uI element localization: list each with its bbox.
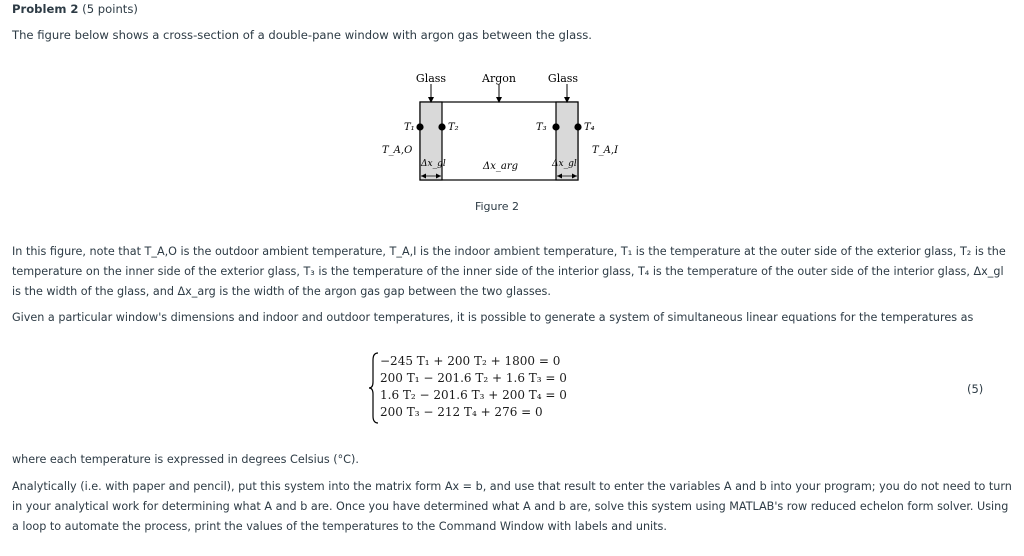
t3-dot [552,123,559,130]
t4-dot [574,123,581,130]
label-dx-gl-right: Δx_gl [552,159,577,169]
label-argon: Argon [482,72,516,85]
label-dx-arg: Δx_arg [483,161,519,172]
label-t2: T₂ [448,122,459,133]
problem-title-text: Problem 2 [12,2,79,16]
equation-brace [368,352,380,424]
paragraph-system-intro: Given a particular window's dimensions and indoor and outdoor temperatures, it is possible to generate a system of simultaneous linear equations for the temperatures as [12,311,974,324]
label-glass-right: Glass [547,72,579,85]
paragraph-definitions: In this figure, note that T_A,O is the outdoor ambient temperature, T_A,I is the indoor ambient temperature, T₁ is the temperature at the outer side of the exterior glass, T₂ is the temperature on the inner side of the exterior glass, T₃ is the temperature of the inner side of the interior glass, T₄ is the temperature of the outer side of the interior glass, Δx_gl is the width of the glass, and Δx_arg is the width of the argon gas gap between the two glasses. [12,245,1006,298]
label-t1: T₁ [404,122,415,133]
label-tai: T_A,I [592,145,619,156]
equation-3: 1.6 T₂ − 201.6 T₃ + 200 T₄ = 0 [380,388,567,402]
equation-4: 200 T₃ − 212 T₄ + 276 = 0 [380,405,543,419]
window-diagram [370,68,630,218]
equation-number: (5) [967,382,984,396]
label-dx-gl-left: Δx_gl [421,159,446,169]
equation-1: −245 T₁ + 200 T₂ + 1800 = 0 [380,354,561,368]
t2-dot [438,123,445,130]
figure-caption: Figure 2 [474,200,520,213]
label-glass-left: Glass [415,72,447,85]
t1-dot [416,123,423,130]
window-figure [370,68,630,218]
equation-2: 200 T₁ − 201.6 T₂ + 1.6 T₃ = 0 [380,371,567,385]
paragraph-instructions: Analytically (i.e. with paper and pencil), put this system into the matrix form Ax = b, and use that result to enter the variables A and b into your program; you do not need to turn in your analytical work for determining what A and b are. Once you have determined what A and b are, solve this system using MATLAB's row reduced echelon form solver. Using a loop to automate the process, print the values of the temperatures to the Command Window with labels and units. [12,480,1012,533]
label-tao: T_A,O [382,145,413,156]
problem-title [12,2,138,16]
label-t3: T₃ [536,122,547,133]
intro-text: The figure below shows a cross-section of a double-pane window with argon gas between the glass. [12,28,592,42]
problem-points: (5 points) [78,2,138,16]
equation-system [380,353,567,421]
label-t4: T₄ [584,122,595,133]
paragraph-units: where each temperature is expressed in degrees Celsius (°C). [12,453,359,466]
